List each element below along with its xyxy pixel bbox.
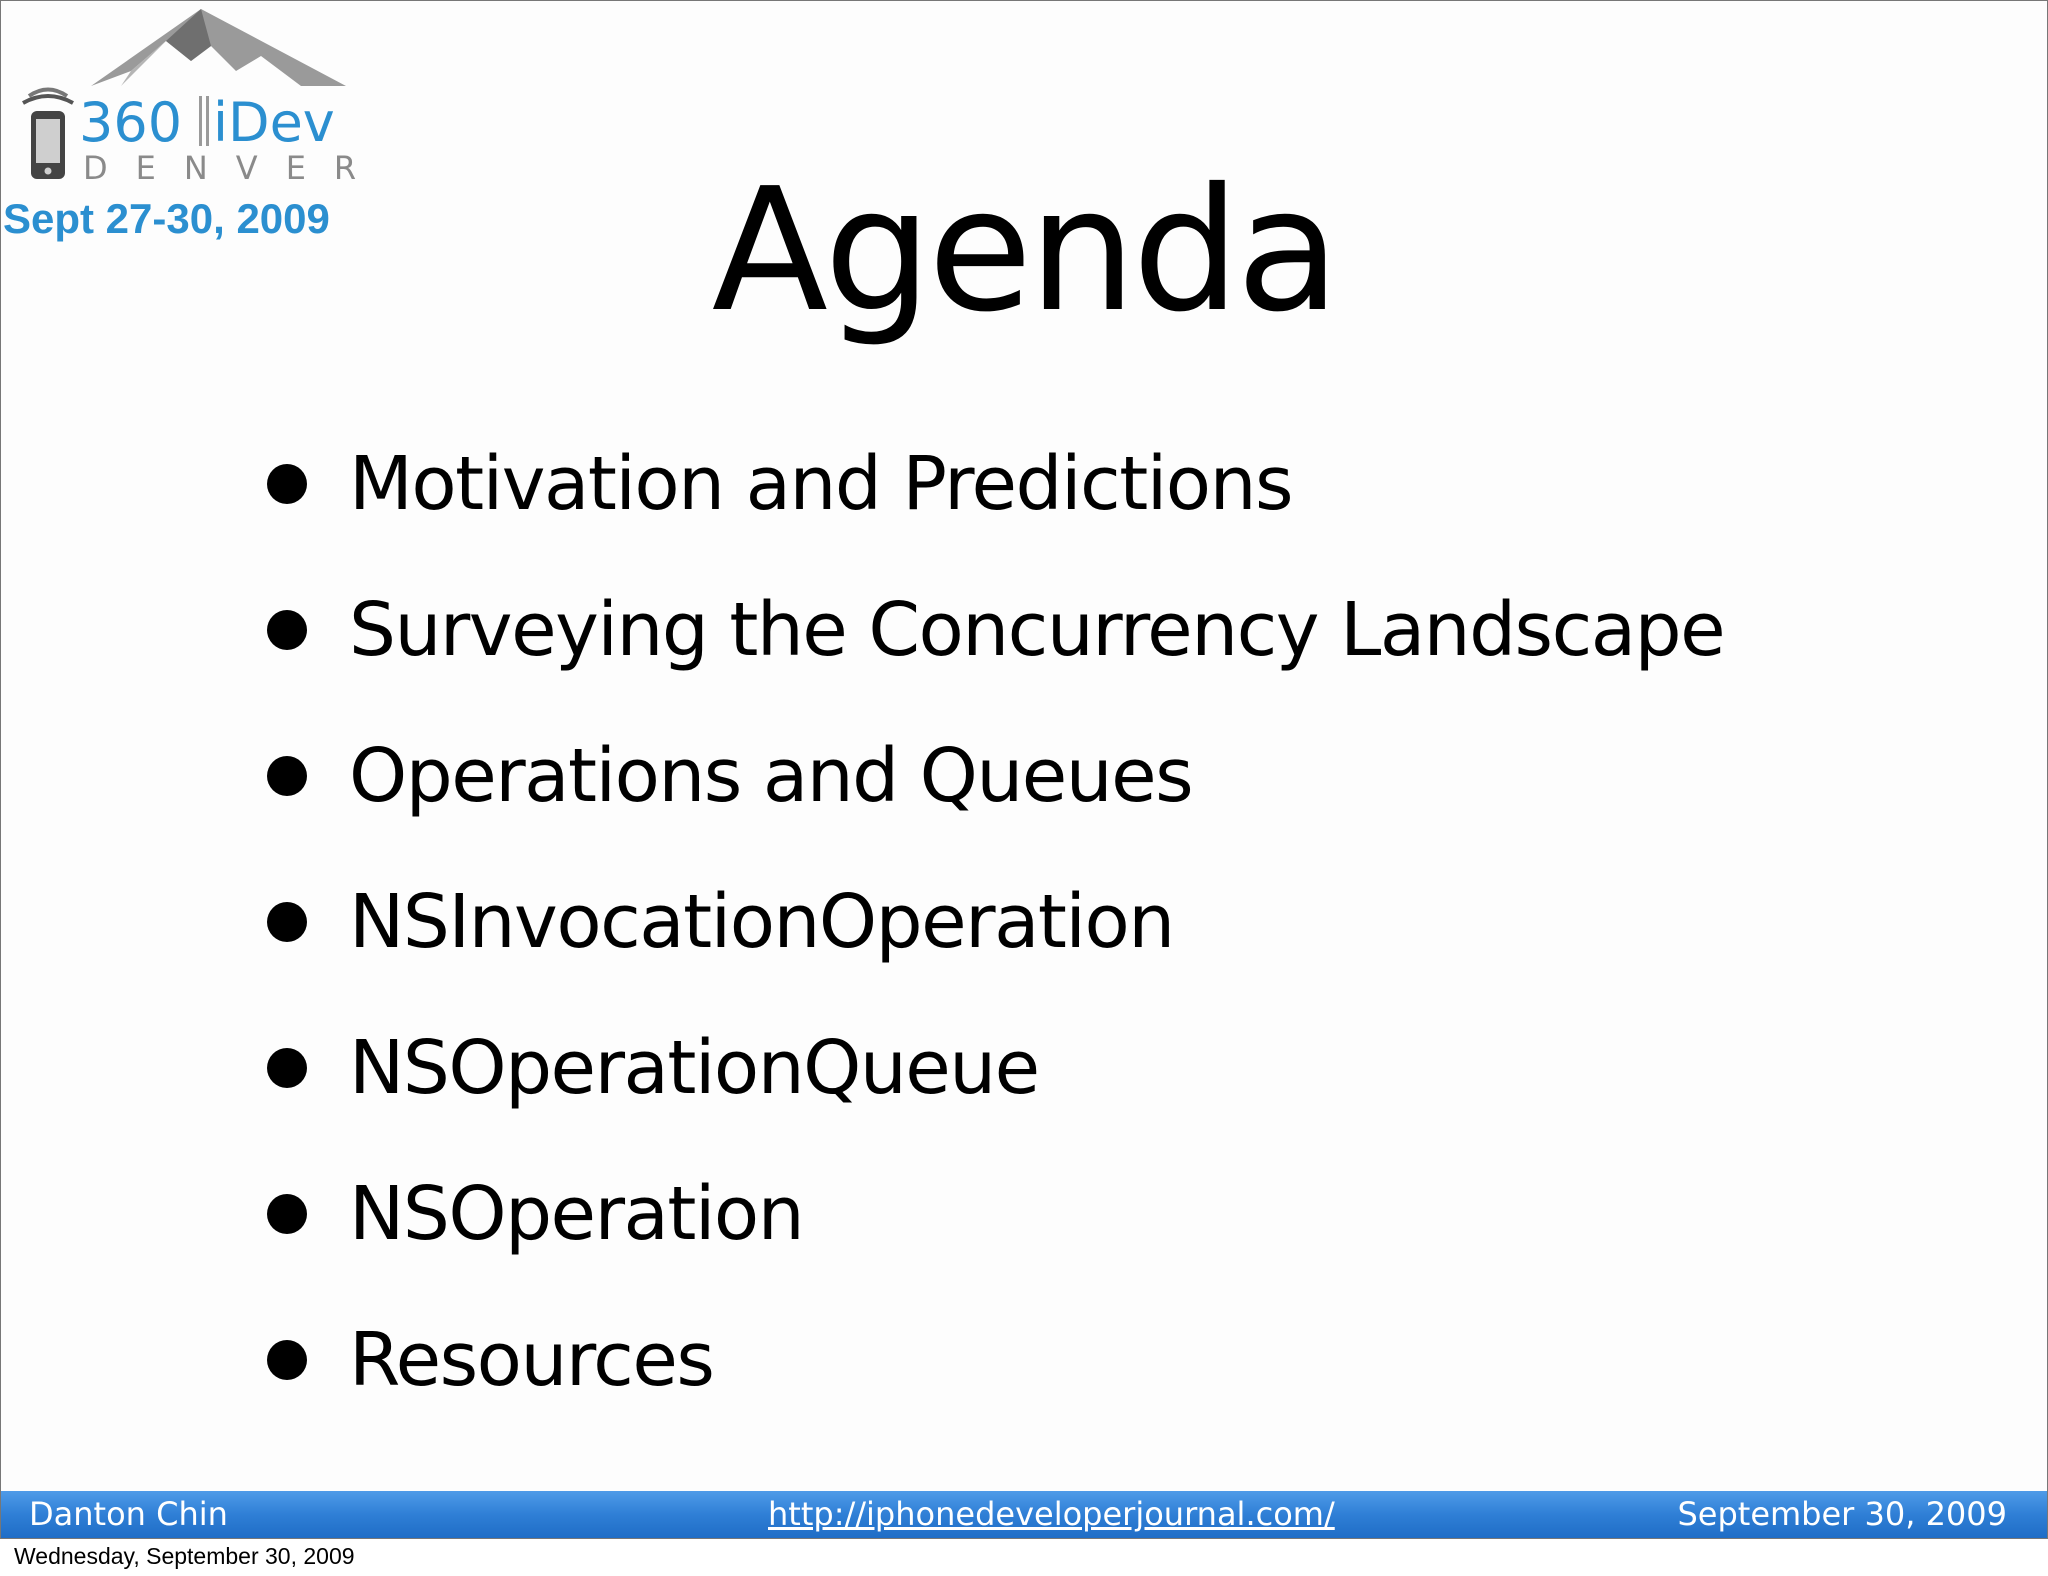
footer-url-link[interactable]: http://iphonedeveloperjournal.com/ — [768, 1495, 1335, 1533]
agenda-item-text: NSOperationQueue — [349, 1025, 1039, 1111]
agenda-item — [257, 703, 1724, 849]
agenda-item — [257, 557, 1724, 703]
bullet-icon — [267, 1048, 307, 1088]
bullet-icon — [267, 464, 307, 504]
bullet-icon — [267, 902, 307, 942]
slide-title — [1, 151, 2047, 351]
logo-city: DENVER — [83, 149, 385, 187]
agenda-item-text: Resources — [349, 1317, 714, 1403]
bullet-icon — [267, 610, 307, 650]
agenda-list — [257, 411, 1724, 1433]
agenda-item — [257, 1141, 1724, 1287]
page-timestamp: Wednesday, September 30, 2009 — [14, 1543, 355, 1569]
footer-date: September 30, 2009 — [1677, 1495, 2007, 1533]
agenda-item-text: Surveying the Concurrency Landscape — [349, 587, 1725, 673]
footer-author: Danton Chin — [29, 1495, 228, 1533]
agenda-item — [257, 849, 1724, 995]
agenda-item — [257, 411, 1724, 557]
footer-bar — [1, 1491, 2047, 1538]
bullet-icon — [267, 1340, 307, 1380]
logo-dates: Sept 27-30, 2009 — [3, 195, 330, 242]
agenda-item-text: Operations and Queues — [349, 733, 1193, 819]
agenda-item-text: Motivation and Predictions — [349, 441, 1293, 527]
agenda-item-text: NSOperation — [349, 1171, 804, 1257]
slide-title-text: Agenda — [711, 152, 1337, 350]
bullet-icon — [267, 756, 307, 796]
logo-brand-idev: iDev — [213, 91, 335, 154]
logo-brand-360: 360 — [79, 91, 183, 154]
bullet-icon — [267, 1194, 307, 1234]
agenda-item — [257, 1287, 1724, 1433]
agenda-item — [257, 995, 1724, 1141]
agenda-item-text: NSInvocationOperation — [349, 879, 1174, 965]
